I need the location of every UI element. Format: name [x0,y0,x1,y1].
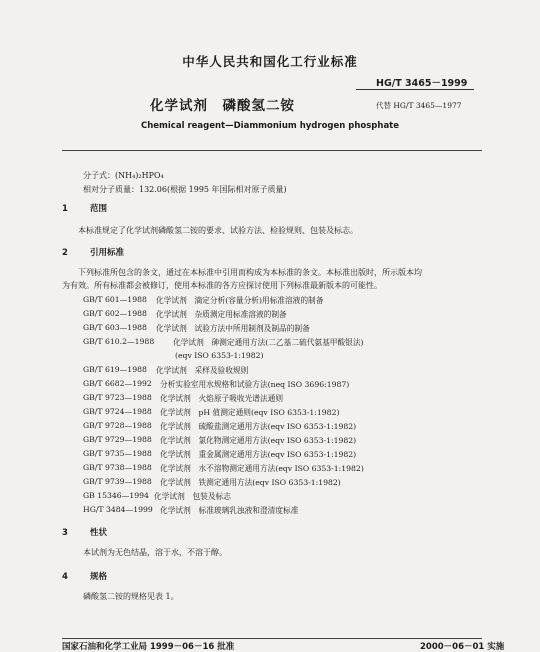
section-number: 4 [62,572,68,582]
reference-title: 化学试剂 氯化物测定通用方法(eqv ISO 6353-1:1982) [160,436,357,445]
reference-item [83,477,483,489]
reference-title: 化学试剂 标准玻璃乳浊液和澄清度标准 [160,506,299,515]
reference-standard: GB/T 9729—1988 [83,435,152,444]
reference-item-continuation [83,351,483,363]
title-divider [62,150,482,151]
issuing-organization: 中华人民共和国化工行业标准 [182,54,358,69]
reference-standard: GB/T 610.2—1988 [83,337,155,346]
reference-item [83,505,483,517]
replaces-standard: 代替 HG/T 3465—1977 [376,101,462,110]
footer-rule [62,638,482,639]
reference-title: 化学试剂 重金属测定通用方法(eqv ISO 6353-1:1982) [160,450,357,459]
reference-standard: GB/T 6682—1992 [83,379,152,388]
reference-title: (eqv ISO 6353-1:1982) [175,351,264,360]
reference-item [83,337,483,349]
references-intro-line-1: 下列标准所包含的条文，通过在本标准中引用而构成为本标准的条文。本标准出版时，所示版本均 [78,268,422,277]
reference-standard: GB/T 9739—1988 [83,477,152,486]
section-title: 规格 [90,572,108,582]
reference-standard: GB/T 9724—1988 [83,407,152,416]
reference-standard: GB/T 602—1988 [83,309,147,318]
reference-item [83,463,483,475]
reference-item [83,393,483,405]
section-title: 性状 [90,528,108,538]
section-number: 2 [62,248,68,258]
reference-item [83,491,483,503]
reference-title: 化学试剂 pH 值测定通则(eqv ISO 6353-1:1982) [160,408,340,417]
section-number: 3 [62,528,68,538]
section-title: 范围 [90,204,108,214]
reference-item [83,379,483,391]
reference-title: 化学试剂 采样及验收规则 [156,366,249,375]
section-heading-references [62,246,124,258]
references-intro-line-2: 为有效。所有标准都会被修订，使用本标准的各方应探讨使用下列标准最新版本的可能性。 [62,281,382,290]
reference-item [83,435,483,447]
approval-line: 国家石油和化学工业局 1999－06－16 批准 [62,642,235,652]
reference-standard: GB/T 9723—1988 [83,393,152,402]
section-heading-specification [62,570,107,582]
reference-standard: HG/T 3484—1999 [83,505,153,514]
reference-item [83,421,483,433]
title-chinese: 化学试剂 磷酸氢二铵 [150,98,295,114]
reference-standard: GB 15346—1994 [83,491,149,500]
specification-paragraph: 磷酸氢二铵的规格见表 1。 [83,592,179,601]
reference-title: 化学试剂 试验方法中所用制剂及制品的制备 [156,324,310,333]
reference-item [83,295,483,307]
section-heading-scope [62,202,107,214]
header-rule [356,89,474,90]
reference-title: 化学试剂 水不溶物测定通用方法(eqv ISO 6353-1:1982) [160,464,364,473]
reference-title: 化学试剂 火焰原子吸收光谱法通则 [160,394,284,403]
reference-item [83,449,483,461]
reference-title: 化学试剂 杂质测定用标准溶液的制备 [156,310,287,319]
reference-standard: GB/T 9738—1988 [83,463,152,472]
reference-standard: GB/T 603—1988 [83,323,147,332]
standard-number: HG/T 3465－1999 [376,78,468,89]
molecular-formula: 分子式：(NH₄)₂HPO₄ [83,171,164,180]
reference-item [83,323,483,335]
reference-title: 化学试剂 硫酸盐测定通用方法(eqv ISO 6353-1:1982) [160,422,357,431]
reference-item [83,407,483,419]
reference-title: 化学试剂 铁测定通用方法(eqv ISO 6353-1:1982) [160,478,341,487]
reference-standard: GB/T 619—1988 [83,365,147,374]
reference-title: 分析实验室用水规格和试验方法(neq ISO 3696:1987) [160,380,350,389]
reference-title: 化学试剂 包装及标志 [154,492,231,501]
section-title: 引用标准 [90,248,125,258]
reference-standard: GB/T 9735—1988 [83,449,152,458]
reference-standard: GB/T 9728—1988 [83,421,152,430]
reference-item [83,309,483,321]
title-english: Chemical reagent—Diammonium hydrogen phosphate [140,121,400,131]
section-number: 1 [62,204,68,214]
molecular-weight: 相对分子质量：132.06(根据 1995 年国际相对原子质量) [83,185,287,194]
scope-paragraph: 本标准规定了化学试剂磷酸氢二铵的要求、试验方法、检验规则、包装及标志。 [78,226,358,235]
reference-title: 化学试剂 滴定分析(容量分析)用标准溶液的制备 [156,296,324,305]
reference-item [83,365,483,377]
implementation-date: 2000－06－01 实施 [420,642,505,652]
reference-title: 化学试剂 砷测定通用方法(二乙基二硫代氨基甲酸银法) [173,338,364,347]
reference-standard: GB/T 601—1988 [83,295,147,304]
section-heading-properties [62,526,107,538]
properties-paragraph: 本试剂为无色结晶，溶于水，不溶于醇。 [83,548,227,557]
